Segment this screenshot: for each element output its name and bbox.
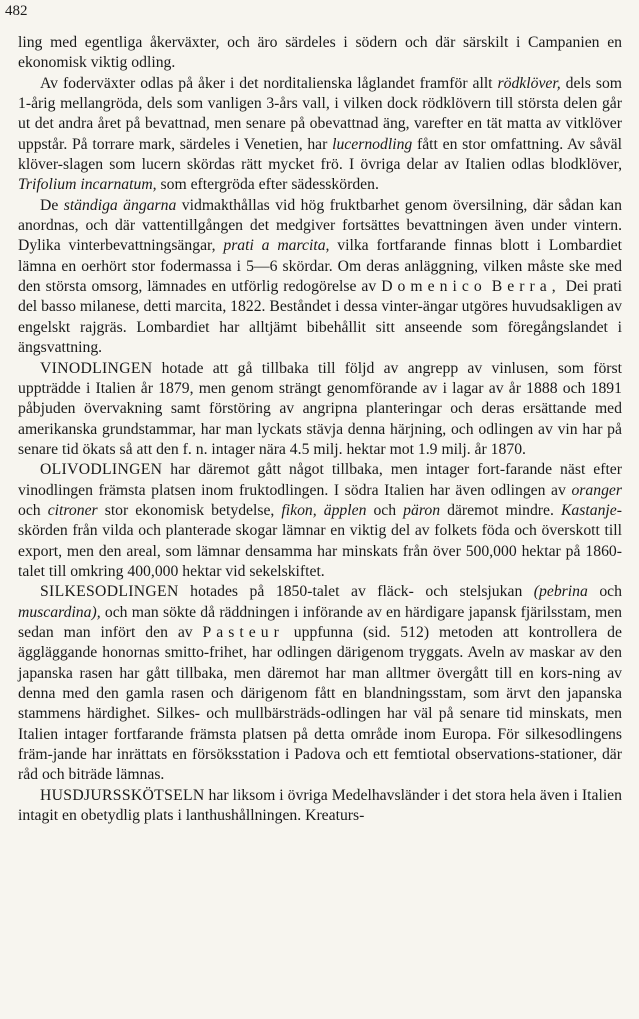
paragraph <box>18 74 622 196</box>
paragraph <box>18 359 622 461</box>
italic-term: (pebrina <box>533 583 588 601</box>
text-run: hotades på 1850-talet av fläck- och stelsjukan <box>178 583 534 601</box>
italic-term: muscardina), <box>18 603 101 621</box>
paragraph <box>18 33 622 74</box>
text-run: har däremot gått något tillbaka, men intager fort-farande näst efter vinodlingen främsta platsen inom fruktodlingen. I södra Italien har även odlingen av <box>18 461 622 499</box>
section-heading: VINODLINGEN <box>40 359 153 377</box>
italic-term: fikon, äpplen <box>281 501 367 519</box>
text-run: som eftergröda efter sädesskörden. <box>156 176 379 194</box>
text-run: och <box>587 583 622 601</box>
section-heading: SILKESODLINGEN <box>40 583 179 601</box>
text-run: däremot mindre. <box>440 501 561 519</box>
spaced-name: Domenico <box>381 278 487 296</box>
section-heading: OLIVODLINGEN <box>40 461 163 479</box>
italic-term: lucernodling <box>332 135 413 153</box>
text-run: och <box>18 501 48 519</box>
text-run: hotade att gå tillbaka till följd av angrepp av vinlusen, som först uppträdde i Italien år 1879, men genom strängt genomförande av i lagar av år 1888 och 1891 påbjuden övervakning samt förstöring av angripna planteringar och deras ersättande med amerikanska grundstammar, har man lyckats stävja denna härjning, och odlingen av vin har på senare tid ökats så att den f. n. intager nära 4.5 milj. hektar mot 1.9 milj. år 1870. <box>18 359 622 458</box>
italic-term: päron <box>403 501 441 519</box>
text-run: och <box>366 501 404 519</box>
text-run: och man sökte då räddningen i införande av en härdigare japansk fjärilsstam, men sedan man infört den av <box>18 603 622 641</box>
text-run: vilka fortfarande finnas blott i Lombardiet lämna en oerhört stor fodermassa i 5—6 skördar. Om deras anläggning, vilken måste ske med den största omsorg, lämnades en utförlig redogörelse av <box>18 237 622 296</box>
spaced-name: Pasteur <box>202 623 284 641</box>
text-run: De <box>40 196 64 214</box>
italic-term: oranger <box>571 481 622 499</box>
text-run: fått en stor omfattning. Av såväl klöver-slagen som lucern skördas rätt mycket frö. I övriga delar av Italien odlas blodklöver, <box>18 135 622 174</box>
italic-term: rödklöver, <box>497 74 561 92</box>
text-run: -skörden från vilda och planterade skogar lämnar en viktig del av folkets föda och överskott till export, men den areal, som lämnar densamma har minskats från över 500,000 hektar på 1860-talet till omkring 400,000 hektar vid sekelskiftet. <box>18 501 622 580</box>
text-run: ling med egentliga åkerväxter, och äro särdeles i södern och där särskilt i Campanien en ekonomisk viktig odling. <box>18 34 622 72</box>
text-run: dels som 1-årig mellangröda, dels som vanligen 3-års vall, i vilken dock rödklövern till största delen går ut det andra året på bevattnad, men senare på obevattnad äng, varefter en tät matta av vitklöver uppstår. På torrare mark, särdeles i Venetien, har <box>18 74 622 153</box>
italic-term: Trifolium incarnatum, <box>18 176 157 194</box>
paragraph <box>18 786 622 827</box>
italic-term: prati a marcita, <box>223 237 330 255</box>
text-run: vidmakthållas vid hög fruktbarhet genom översilning, där sådan kan anordnas, och där vattentillgången det medgiver fortsättes bevattningen även under vintern. Dylika vinterbevattningsängar, <box>18 196 622 255</box>
paragraph <box>18 460 622 582</box>
text-column <box>18 33 622 826</box>
italic-term: citroner <box>47 501 98 519</box>
text-run: stor ekonomisk betydelse, <box>97 501 282 519</box>
text-run: uppfunna (sid. 512) metoden att kontrollera de äggläggande honornas smitto-frihet, har odlingen därigenom tryggats. Aveln av maskar av den japanska rasen har gått tillbaka, men däremot har man alltmer övergått till en kors-ning av denna med den gamla rasen och därigenom fått en blandningsstam, som ärvt den japanska stammens härdighet. Silkes- och mullbärsträds-odlingen har väl på senare tid minskats, men Italien intager fortfarande främsta platsen på detta område inom Europa. För silkesodlingens främ-jande har inrättats en försöksstation i Padova och ett femtiotal observations-stationer, där råd och biträde lämnas. <box>18 623 622 784</box>
page-number: 482 <box>5 3 28 19</box>
spaced-name: Berra, <box>491 278 561 296</box>
text-run: Dei prati del basso milanese, detti marcita, 1822. Beståndet i dessa vinter-ängar utgöres huvudsakligen av engelskt rajgräs. Lombardiet har alltjämt bibehållit sitt anseende som föregångslandet i ängsvattning. <box>18 278 622 357</box>
paragraph <box>18 196 622 359</box>
paragraph <box>18 582 622 785</box>
italic-term: ständiga ängarna <box>63 196 177 214</box>
text-run: har liksom i övriga Medelhavsländer i det stora hela även i Italien intagit en obetydlig plats i lanthushållningen. Kreaturs- <box>18 786 622 825</box>
italic-term: Kastanje <box>560 501 617 519</box>
text-run: Av foderväxter odlas på åker i det norditalienska låglandet framför allt <box>40 74 498 92</box>
section-heading: HUSDJURSSKÖTSELN <box>40 786 205 804</box>
